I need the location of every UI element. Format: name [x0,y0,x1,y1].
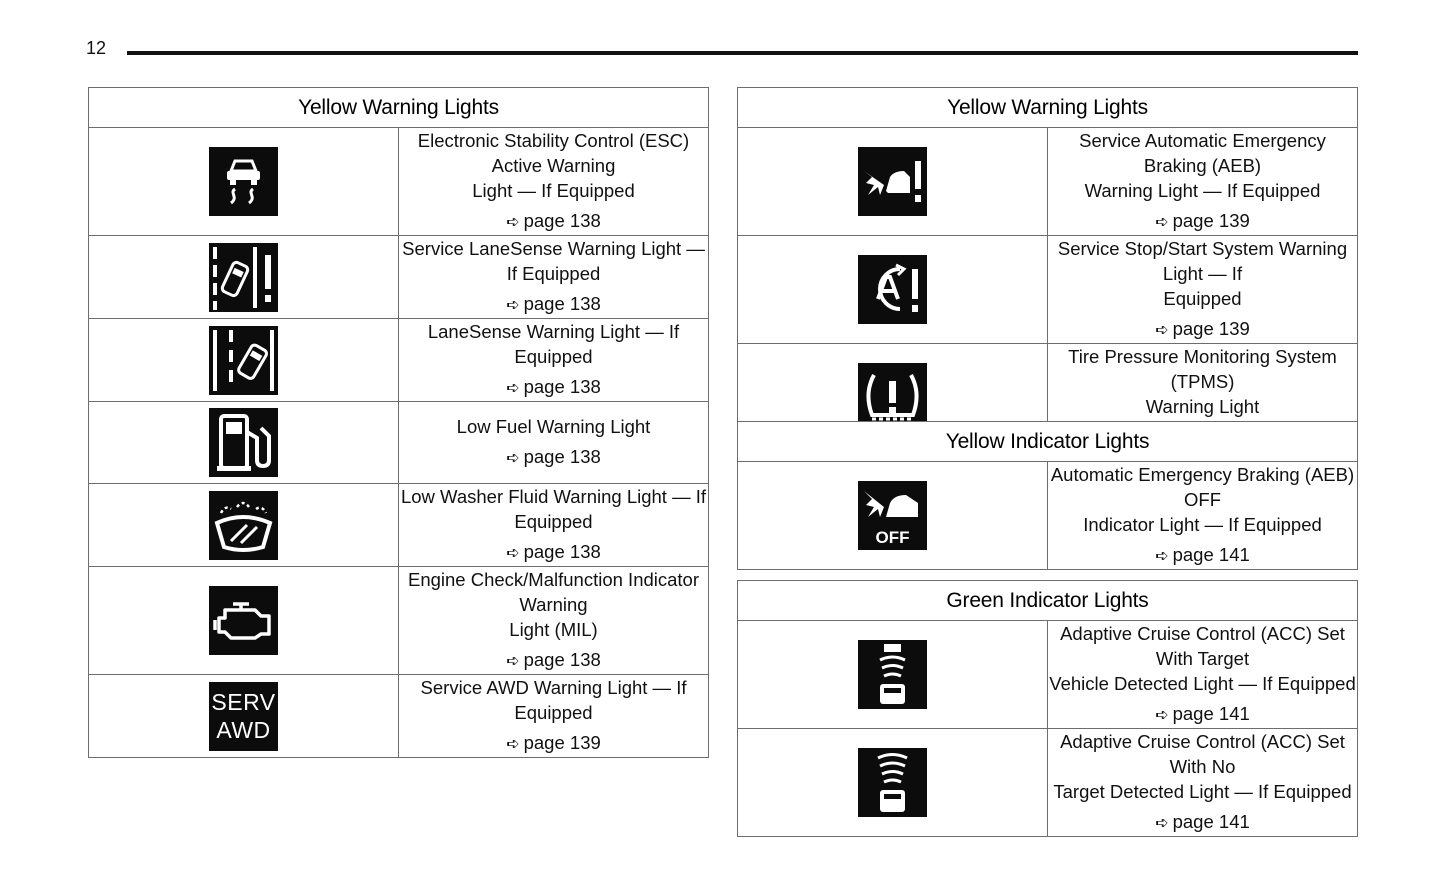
row-description-cont: Light (MIL) [509,619,598,640]
esc-active-warning-icon [209,147,278,216]
page-reference-link[interactable]: ➪ page 141 [1048,701,1357,728]
table-row [738,236,1358,344]
table-row [89,567,709,675]
arrow-icon: ➪ [1155,815,1169,832]
row-description: Low Washer Fluid Warning Light — If Equipped [400,486,707,532]
green-indicator-lights-table [737,580,1358,837]
service-stop-start-icon [858,255,927,324]
arrow-icon: ➪ [506,380,520,397]
arrow-icon: ➪ [1155,548,1169,565]
page-reference-link[interactable]: ➪ page 138 [399,208,708,235]
acc-target-detected-icon [858,640,927,709]
row-description: Automatic Emergency Braking (AEB) OFF [1050,464,1355,510]
page-reference-link[interactable]: ➪ page 138 [399,647,708,674]
low-washer-fluid-icon [209,491,278,560]
header-rule [127,51,1358,55]
arrow-icon: ➪ [506,214,520,231]
table-row [89,128,709,236]
low-fuel-icon [209,408,278,477]
row-description: Service Automatic Emergency Braking (AEB) [1079,130,1326,176]
row-description: Adaptive Cruise Control (ACC) Set With Target [1060,623,1345,669]
serv-awd-icon [209,682,278,751]
page-reference-link[interactable]: ➪ page 139 [1048,208,1357,235]
row-description-cont: Equipped [1163,288,1242,309]
row-description: LaneSense Warning Light — If Equipped [427,321,680,367]
page-number: 12 [86,38,107,58]
page-reference-link[interactable]: ➪ page 139 [399,730,708,757]
row-description: Engine Check/Malfunction Indicator Warning [407,569,700,615]
row-description-cont: Vehicle Detected Light — If Equipped [1049,673,1356,694]
table-row [89,675,709,758]
awd-label: AWD [216,716,271,743]
page-reference-link[interactable]: ➪ page 141 [1048,542,1357,569]
off-label: OFF [875,528,910,547]
table-row [738,729,1358,837]
arrow-icon: ➪ [506,297,520,314]
row-description: Adaptive Cruise Control (ACC) Set With No [1060,731,1345,777]
arrow-icon: ➪ [506,545,520,562]
table-row [89,484,709,567]
row-description: Service AWD Warning Light — If Equipped [420,677,687,723]
arrow-icon: ➪ [506,736,520,753]
row-description-cont: Light — If Equipped [472,180,635,201]
row-description: Service Stop/Start System Warning Light — If [1057,238,1348,284]
table-row [89,402,709,484]
service-lanesense-icon [209,243,278,312]
table-row [738,462,1358,570]
row-description-cont: Warning Light — If Equipped [1084,180,1321,201]
yellow-warning-lights-table-left [88,87,709,758]
table-title: Green Indicator Lights [738,581,1358,621]
lanesense-warning-icon [209,326,278,395]
page-reference-link[interactable]: ➪ page 138 [399,374,708,401]
table-title: Yellow Warning Lights [738,88,1358,128]
table-title: Yellow Indicator Lights [738,422,1358,462]
yellow-indicator-lights-table [737,421,1358,570]
table-title: Yellow Warning Lights [89,88,709,128]
table-row [738,621,1358,729]
acc-no-target-icon [858,748,927,817]
table-row [89,236,709,319]
row-description-cont: Warning Light [1145,396,1260,417]
arrow-icon: ➪ [1155,214,1169,231]
arrow-icon: ➪ [506,450,520,467]
row-description: Service LaneSense Warning Light — If Equipped [402,238,705,284]
arrow-icon: ➪ [1155,322,1169,339]
page-reference-link[interactable]: ➪ page 138 [399,539,708,566]
arrow-icon: ➪ [506,653,520,670]
table-row [89,319,709,402]
table-row [738,128,1358,236]
row-description-cont: Target Detected Light — If Equipped [1053,781,1352,802]
row-description: Low Fuel Warning Light [456,416,651,437]
page-reference-link[interactable]: ➪ page 138 [399,444,708,471]
row-description: Tire Pressure Monitoring System (TPMS) [1068,346,1337,392]
page-reference-link[interactable]: ➪ page 138 [399,291,708,318]
engine-check-icon [209,586,278,655]
yellow-warning-lights-table-right [737,87,1358,452]
service-aeb-icon [858,147,927,216]
page-reference-link[interactable]: ➪ page 139 [1048,316,1357,343]
serv-label: SERV [211,688,276,715]
page-reference-link[interactable]: ➪ page 141 [1048,809,1357,836]
row-description-cont: Indicator Light — If Equipped [1083,514,1322,535]
row-description: Electronic Stability Control (ESC) Active Warning [417,130,690,176]
aeb-off-icon [858,481,927,550]
arrow-icon: ➪ [1155,707,1169,724]
